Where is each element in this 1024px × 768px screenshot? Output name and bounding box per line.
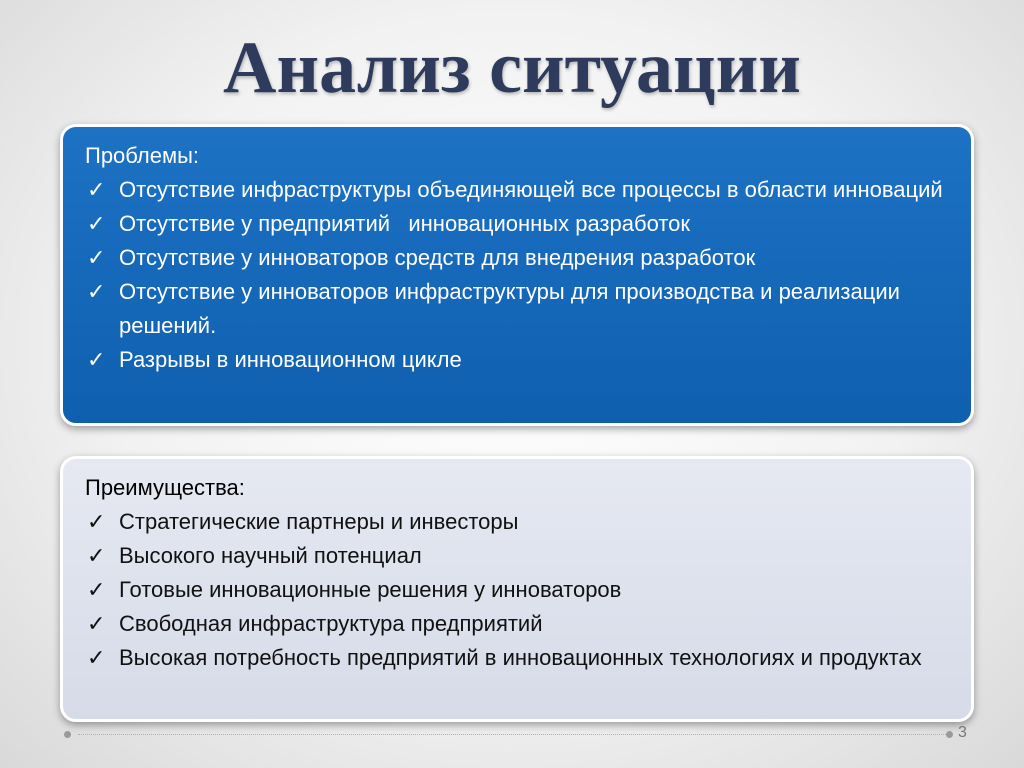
footer-divider — [78, 734, 946, 735]
slide-title: Анализ ситуации — [223, 27, 801, 109]
check-icon: ✓ — [87, 577, 106, 602]
list-item-text: Разрывы в инновационном цикле — [119, 347, 462, 372]
advantages-list — [85, 505, 951, 675]
check-icon: ✓ — [87, 509, 106, 534]
check-icon: ✓ — [87, 211, 106, 236]
list-item — [85, 173, 951, 207]
check-icon: ✓ — [87, 177, 106, 202]
list-item — [85, 343, 951, 377]
list-item — [85, 607, 951, 641]
left-dot-icon — [64, 731, 71, 738]
list-item-text: Отсутствие у предприятий инновационных разработок — [119, 211, 691, 236]
advantages-heading: Преимущества: — [85, 475, 245, 500]
list-item — [85, 241, 951, 275]
list-item — [85, 275, 951, 343]
list-item-text: Высокого научный потенциал — [119, 543, 422, 568]
right-dot-icon — [946, 731, 953, 738]
check-icon: ✓ — [87, 611, 106, 636]
list-item — [85, 539, 951, 573]
problems-heading: Проблемы: — [85, 143, 200, 168]
list-item-text: Готовые инновационные решения у инноваторов — [119, 577, 622, 602]
problems-panel — [60, 124, 974, 426]
list-item-text: Высокая потребность предприятий в инновационных технологиях и продуктах — [119, 645, 922, 670]
list-item — [85, 641, 951, 675]
list-item-text: Отсутствие у инноваторов средств для внедрения разработок — [119, 245, 756, 270]
list-item — [85, 573, 951, 607]
list-item-text: Отсутствие инфраструктуры объединяющей все процессы в области инноваций — [119, 177, 943, 202]
check-icon: ✓ — [87, 347, 106, 372]
check-icon: ✓ — [87, 645, 106, 670]
advantages-panel — [60, 456, 974, 722]
list-item-text: Стратегические партнеры и инвесторы — [119, 509, 519, 534]
check-icon: ✓ — [87, 245, 106, 270]
list-item-text: Свободная инфраструктура предприятий — [119, 611, 543, 636]
check-icon: ✓ — [87, 279, 106, 304]
list-item — [85, 505, 951, 539]
list-item-text: Отсутствие у инноваторов инфраструктуры для производства и реализации решений. — [119, 279, 900, 338]
slide-number: 3 — [958, 724, 967, 741]
check-icon: ✓ — [87, 543, 106, 568]
list-item — [85, 207, 951, 241]
problems-list — [85, 173, 951, 377]
